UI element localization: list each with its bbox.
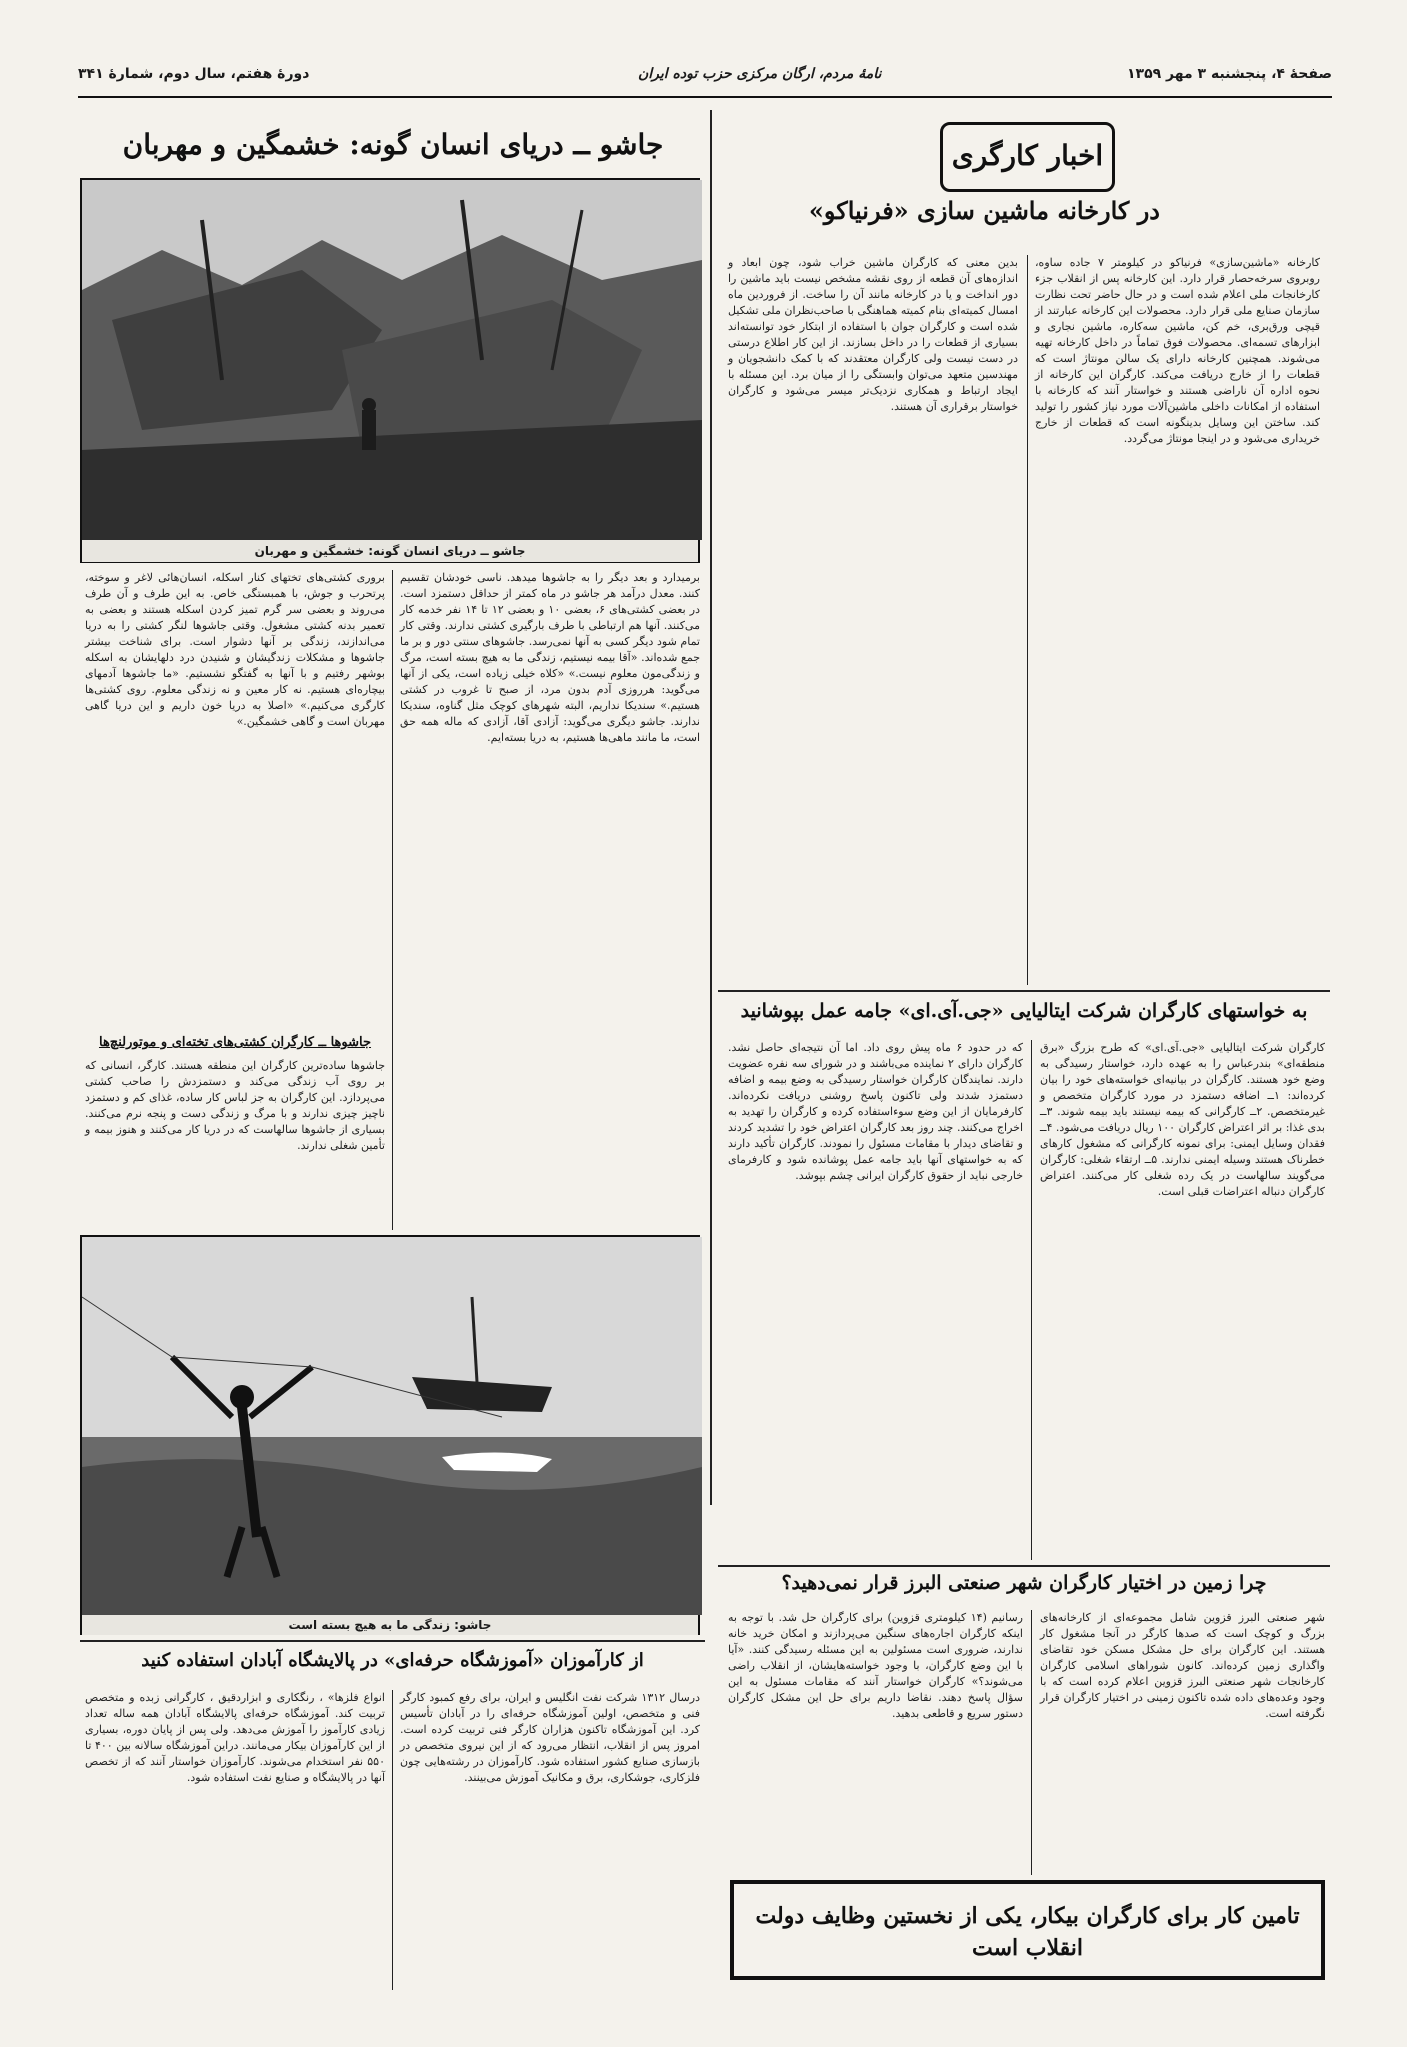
page-info: صفحهٔ ۴، پنجشنبه ۳ مهر ۱۳۵۹ — [1126, 66, 1332, 82]
jashu-photo-caption: جاشو ــ دریای انسان گونه: خشمگین و مهربان — [82, 540, 698, 562]
factory-title: در کارخانه ماشین سازی «فرنیاکو» — [808, 196, 1160, 225]
jashu-title: جاشو ــ دریای انسان گونه: خشمگین و مهربان — [122, 128, 664, 161]
jashu-col-right: برمیدارد و بعد دیگر را به جاشوها میدهد. ناسی خودشان تقسیم کنند. معدل درآمد هر جاشو در ماه کمتر از حداقل دستمزد است. در بعضی کشتی‌های ۶، بعضی ۱۰ و بعضی ۱۲ تا ۱۴ نفر خدمه کار می‌کنند. آنها هم ارتباطی با طرف بارگیری کشتی ندارند. وقتی کار تمام شود دیگر کسی به آنها نمی‌رسد. جاشوهای سنتی دور و بر ما جمع شده‌اند. «آقا بیمه نیستیم، زندگی ما به هیچ بسته است، مرگ و زندگی‌مون معلوم نیست.» «کلاه خیلی زیاده است، یکی از آنها می‌گوید: هرروزی آدم بدون مرد، از صبح تا غروب در کشتی هستیم.» سندیکا نداریم، البته شهرهای کوچک مثل گناوه، سندیکا ندارند. جاشو دیگری می‌گوید: آزادی آقا، آزادی که ماله همه حق است، ما مانند ماهی‌ها هستیم، به دریا بسته‌ایم. — [400, 571, 701, 744]
rule — [718, 990, 1330, 992]
column-divider — [710, 110, 712, 1505]
jashu-col-left-2: جاشوها ساده‌ترین کارگران این منطقه هستند. کارگر، انسانی که بر روی آب زندگی می‌کند و دستمزدش را صاحب کشتی می‌پردازد. این کارگران به جز لباس کار ساده، غذای کم و دستمزد ناچیز چیزی ندارند و با مرگ و زندگی دست و پنجه نرم می‌کنند. بسیاری از جاشوها سالهاست که در دریا کار می‌کنند و هنوز بیمه و تأمین شغلی ندارند. — [85, 1059, 385, 1152]
italian-col-left: که در حدود ۶ ماه پیش روی داد. اما آن نتیجه‌ای حاصل نشد. کارگران دارای ۲ نماینده می‌باشند و در شورای سه نفره عضویت دارند. نمایندگان کارگران خواستار رسیدگی به وضع بیمه و اضافه دستمزد شدند ولی تاکنون پاسخ روشنی دریافت نکرده‌اند. کارفرمایان از این وضع سوءاستفاده کرده و کارگران را تهدید به اخراج می‌کنند. چند روز بعد کارگران اعتراض خود را تشدید کردند و تقاضای دیدار با مقامات مسئول را نمودند. کارگران تأکید دارند که به خواستهای آنها باید جامه عمل پوشانده شود و کارفرمای خارجی نباید از حقوق کارگران ایرانی چشم بپوشد. — [728, 1041, 1024, 1182]
factory-col-left: بدین معنی که کارگران ماشین خراب شود، چون ابعاد و اندازه‌های آن قطعه از روی نقشه مشخص نیست باید ماشین را دور انداخت و یا در کارخانه مانند آن را ساخت. از فروردین ماه امسال کمیته‌ای بنام کمیته هماهنگی با صاحب‌نظران ملی تشکیل شده است و کارگران جوان با استفاده از ابتکار خود توانسته‌اند بسیاری از قطعات را در داخل بسازند. از این کار اطلاع درستی در دست نیست ولی کارگران معتقدند که با کمک دانشجویان و مهندسین متعهد می‌توان وابستگی را از میان برد. این مسئله با ایجاد ارتباط و همکاری نزدیک‌تر میسر می‌شود و کارگران خواستار برقراری آن هستند. — [728, 256, 1018, 413]
rule — [392, 570, 393, 1230]
factory-col-right: کارخانه «ماشین‌سازی» فرنیاکو در کیلومتر ۷ جاده ساوه، روبروی سرخه‌حصار قرار دارد. این کارخانه پس از انقلاب جزء کارخانجات ملی اعلام شده است و در حال حاضر تحت نظارت سازمان صنایع ملی قرار دارد. محصولات این کارخانه عبارتند از قیچی ورق‌بری، خم کن، ماشین سه‌کاره، ماشین نجاری و ابزارهای تسمه‌ای. محصولات فوق تماماً در داخل کارخانه تهیه می‌شوند. همچنین کارخانه دارای یک سالن مونتاژ است که قطعات را از خارج دریافت می‌کند. کارگران این کارخانه از نحوه اداره آن ناراضی هستند و خواستار آنند که کارخانه با استفاده از امکانات داخلی ماشین‌آلات مورد نیاز کشور را تولید کند. ساختن این وسایل بدینگونه است که قطعات از خارج خریداری می‌شود و در اینجا مونتاژ می‌گردد. — [1035, 256, 1321, 445]
jashu-photo — [80, 178, 700, 563]
fisherman-illustration — [82, 1237, 702, 1615]
jashu-subhead: جاشوها ــ کارگران کشتی‌های تخته‌ای و موتورلنچ‌ها — [98, 1035, 372, 1050]
rule — [1027, 255, 1028, 985]
rule — [718, 1565, 1330, 1567]
alborz-title: چرا زمین در اختیار کارگران شهر صنعتی البرز قرار نمی‌دهید؟ — [781, 1572, 1267, 1594]
banner-text: تامین کار برای کارگران بیکار، یکی از نخستین وظایف دولت انقلاب است — [755, 1903, 1300, 1961]
abadan-title: از کارآموزان «آموزشگاه حرفه‌ای» در پالایشگاه آبادان استفاده کنید — [141, 1650, 644, 1671]
abadan-col-left: درسال ۱۳۱۲ شرکت نفت انگلیس و ایران، برای رفع کمبود کارگر فنی و متخصص، اولین آموزشگاه حرفه‌ای را در آبادان تأسیس کرد. این آموزشگاه تاکنون هزاران کارگر فنی تربیت کرده است. امروز پس از انقلاب، انتظار می‌رود که از این نیروی متخصص در بازسازی صنایع کشور استفاده شود. کارآموزان در رشته‌هایی چون فلزکاری، جوشکاری، برق و مکانیک آموزش می‌بینند. — [400, 1691, 700, 1784]
italian-title: به خواستهای کارگران شرکت ایتالیایی «جی.آی.ای» جامه عمل بپوشانید — [740, 1000, 1308, 1022]
logo-text: اخبار کارگری — [951, 139, 1104, 172]
jashu-photo2-caption: جاشو: زندگی ما به هیچ بسته است — [82, 1615, 698, 1635]
jashu-photo-2 — [80, 1235, 700, 1635]
paper-name: نامهٔ مردم، ارگان مرکزی حزب توده ایران — [638, 66, 882, 82]
alborz-col-right: شهر صنعتی البرز قزوین شامل مجموعه‌ای از کارخانه‌های بزرگ و کوچک است که صدها کارگر در آنجا مشغول کار هستند. این کارگران برای حل مشکل مسکن خود تقاضای واگذاری زمین کرده‌اند. کانون شوراهای اسلامی کارگران کارخانجات شهر صنعتی البرز قزوین اعلام کرده است که با وجود وعده‌های داده شده تاکنون زمینی در اختیار کارگران قرار نگرفته است. — [1040, 1611, 1325, 1720]
issue-info: دورهٔ هفتم، سال دوم، شمارهٔ ۳۴۱ — [78, 66, 310, 82]
rule — [1031, 1610, 1032, 1875]
rule — [392, 1690, 393, 1990]
alborz-banner — [730, 1880, 1325, 1980]
abadan-col-right: انواع فلزها» ، رنگکاری و ابزاردقیق ، کارگرانی زبده و متخصص تربیت کند. آموزشگاه حرفه‌ای پالایشگاه آبادان همه ساله تعداد زیادی کارآموز را آموزش می‌دهد. ولی پس از پایان دوره، بسیاری از این کارآموزان بیکار می‌مانند. دراین آموزشگاه سالانه بین ۴۰۰ تا ۵۵۰ نفر استخدام می‌شوند. کارآموزان خواستار آنند که از تخصص آنها در پالایشگاه و صنایع نفت استفاده شود. — [85, 1691, 385, 1784]
workers-news-logo — [940, 122, 1115, 192]
jashu-col-left: بروری کشتی‌های تختهای کنار اسکله، انسان‌هائی لاغر و سوخته، پرتحرب و جوش، با همبستگی خاص. به این طرف و آن طرف می‌روند و بعضی سر گرم تمیز کردن اسکله هستند و بعضی به تعمیر بدنه کشتی مشغول. وقتی جاشوها لنگر کشتی را به دریا می‌اندازند، زندگی بر آنها دشوار است. برای شناخت بیشتر جاشوها و مشکلات زندگیشان و شنیدن درد دلهایشان به اسکله بوشهر رفتیم و با آنها به گفتگو نشستیم. «ما جاشوها آدمهای بیچاره‌ای هستیم. نه کار معین و نه زندگی معلوم. روی کشتی‌ها کارگری می‌کنیم.» «اصلا به دریا خون داریم و این دریا گاهی مهربان است و گاهی خشمگین.» — [85, 571, 385, 728]
boats-illustration — [82, 180, 702, 540]
rule — [80, 1640, 705, 1642]
italian-col-right: کارگران شرکت ایتالیایی «جی.آی.ای» که طرح بزرگ «برق منطقه‌ای» بندرعباس را به عهده دارد، خواستار رسیدگی به وضع خود هستند. کارگران در بیانیه‌ای خواسته‌های خود را بیان کرده‌اند: ۱ــ اضافه دستمزد در مورد کارگران متخصص و غیرمتخصص. ۲ــ کارگرانی که بیمه نیستند باید بیمه شوند. ۳ــ بدی غذا: بر اثر اعتراض کارگران ۱۰۰ ریال دریافت می‌شود. ۴ــ فقدان وسایل ایمنی: برای نمونه کارگرانی که مشغول کارهای خطرناک هستند وسیله ایمنی ندارند. ۵ــ ارتقاء شغلی: کارگران می‌گویند سالهاست در یک رده شغلی کار می‌کنند. اعتراض کارگران دنباله اعتراضات قبلی است. — [1040, 1041, 1326, 1198]
rule — [1031, 1040, 1032, 1560]
alborz-col-left: رسانیم (۱۴ کیلومتری قزوین) برای کارگران حل شد. با توجه به اینکه کارگران اجاره‌های سنگین می‌پردازند و امکان خرید خانه ندارند، ضروری است مسئولین به این مسئله رسیدگی کنند. «آیا با این وضع کارگران، با وجود خواسته‌هایشان، از انقلاب راضی می‌شوند؟» کارگران خواستار آنند که مقامات مسئول به این سؤال پاسخ دهند. نقاضا داریم برای حل این مشکل کارگران دستور سریع و قاطعی بدهید. — [728, 1611, 1023, 1720]
masthead — [78, 58, 1332, 98]
